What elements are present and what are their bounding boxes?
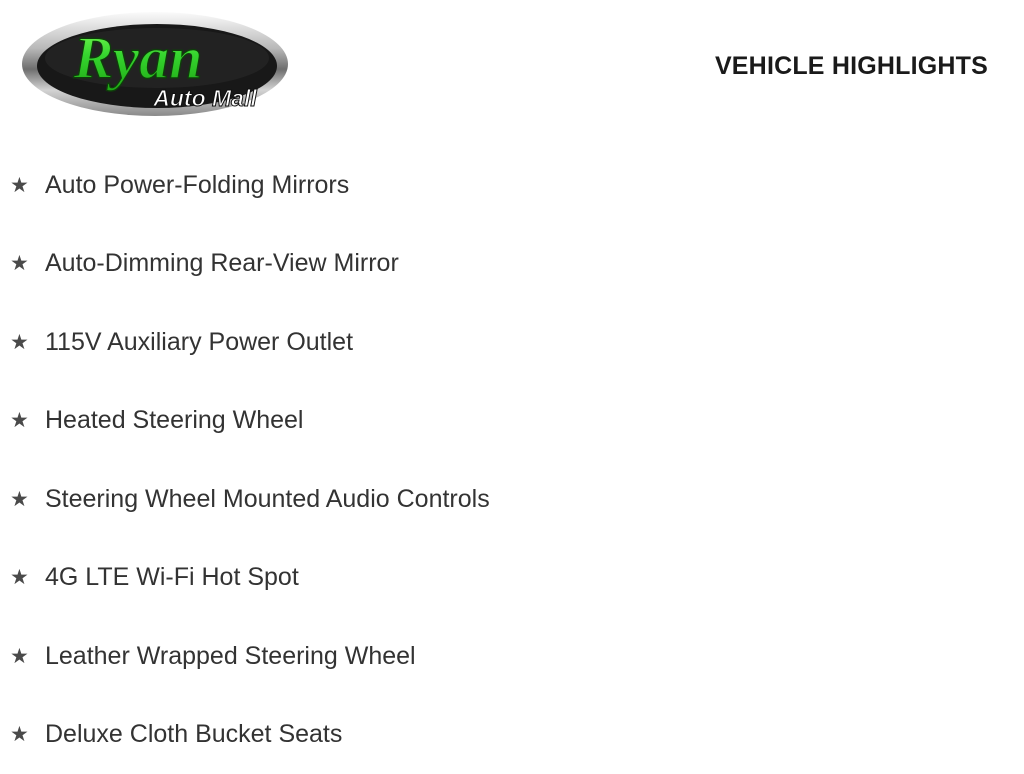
- list-item-label: Auto Power-Folding Mirrors: [45, 173, 349, 198]
- list-item-label: Deluxe Cloth Bucket Seats: [45, 722, 342, 747]
- list-item-label: Leather Wrapped Steering Wheel: [45, 644, 416, 669]
- svg-text:Auto Mall: Auto Mall: [152, 85, 257, 111]
- list-item-label: Heated Steering Wheel: [45, 408, 303, 433]
- page-header: [0, 0, 1024, 128]
- list-item: [0, 225, 1024, 304]
- list-item-label: 4G LTE Wi-Fi Hot Spot: [45, 565, 299, 590]
- list-item: [0, 303, 1024, 382]
- list-item-label: Auto-Dimming Rear-View Mirror: [45, 251, 399, 276]
- vehicle-highlights-list: [0, 146, 1024, 774]
- page-title: VEHICLE HIGHLIGHTS: [715, 52, 988, 81]
- list-item: [0, 696, 1024, 774]
- list-item: [0, 146, 1024, 225]
- star-icon: ★: [10, 410, 34, 431]
- list-item-label: Steering Wheel Mounted Audio Controls: [45, 487, 490, 512]
- list-item: [0, 460, 1024, 539]
- list-item: [0, 382, 1024, 461]
- star-icon: ★: [10, 253, 34, 274]
- star-icon: ★: [10, 724, 34, 745]
- svg-text:Ryan: Ryan: [73, 25, 203, 91]
- star-icon: ★: [10, 489, 34, 510]
- star-icon: ★: [10, 332, 34, 353]
- star-icon: ★: [10, 646, 34, 667]
- star-icon: ★: [10, 175, 34, 196]
- list-item-label: 115V Auxiliary Power Outlet: [45, 330, 353, 355]
- list-item: [0, 617, 1024, 696]
- list-item: [0, 539, 1024, 618]
- star-icon: ★: [10, 567, 34, 588]
- ryan-auto-mall-logo: [20, 8, 290, 120]
